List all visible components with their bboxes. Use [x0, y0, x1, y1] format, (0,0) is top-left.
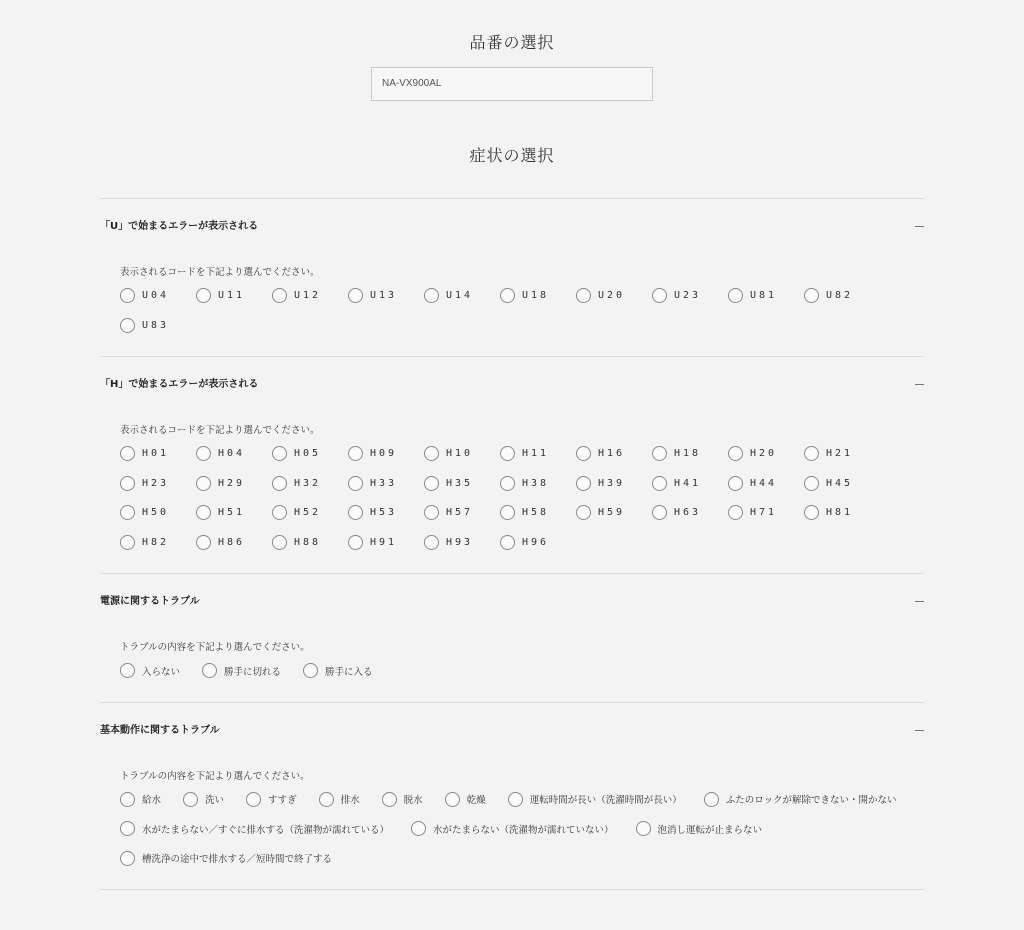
radio-label: 勝手に入る: [325, 666, 373, 678]
minus-icon[interactable]: [915, 226, 924, 227]
radio-label: H35: [446, 477, 474, 489]
radio-option[interactable]: [652, 498, 728, 528]
radio-label: H52: [294, 507, 322, 519]
radio-button[interactable]: [508, 792, 523, 807]
radio-option[interactable]: [272, 498, 348, 528]
radio-option[interactable]: [424, 469, 500, 499]
radio-group: [120, 785, 924, 874]
radio-option[interactable]: [424, 439, 500, 469]
minus-icon[interactable]: [915, 730, 924, 731]
radio-option[interactable]: [576, 281, 652, 311]
radio-label: 勝手に切れる: [224, 666, 282, 678]
power-trouble-section: [100, 573, 924, 702]
radio-option[interactable]: [196, 498, 272, 528]
radio-option[interactable]: [319, 785, 360, 815]
radio-option[interactable]: [272, 528, 348, 558]
radio-option[interactable]: [728, 439, 804, 469]
radio-option[interactable]: [424, 498, 500, 528]
radio-label: 水がたまらない／すぐに排水する（洗濯物が濡れている）: [142, 824, 390, 836]
radio-label: 運転時間が長い（洗濯時間が長い）: [529, 795, 682, 807]
radio-option[interactable]: [272, 469, 348, 499]
radio-option[interactable]: [183, 785, 224, 815]
symptom-select-heading: 症状の選択: [469, 146, 555, 165]
radio-button[interactable]: [120, 821, 135, 836]
radio-button[interactable]: [272, 288, 287, 303]
radio-option[interactable]: [804, 281, 880, 311]
radio-label: U04: [142, 290, 170, 302]
radio-button[interactable]: [652, 446, 667, 461]
radio-button[interactable]: [120, 851, 135, 866]
radio-option[interactable]: [500, 498, 576, 528]
radio-option[interactable]: [120, 311, 196, 341]
radio-option[interactable]: [348, 528, 424, 558]
section-body: [100, 413, 924, 573]
radio-button[interactable]: [272, 476, 287, 491]
radio-option[interactable]: [272, 281, 348, 311]
radio-label: H59: [598, 507, 626, 519]
radio-label: 排水: [340, 795, 360, 807]
radio-label: U82: [826, 290, 854, 302]
radio-button[interactable]: [636, 821, 651, 836]
radio-label: H81: [826, 507, 854, 519]
radio-button[interactable]: [120, 476, 135, 491]
radio-label: H33: [370, 477, 398, 489]
radio-label: 洗い: [205, 795, 225, 807]
radio-button[interactable]: [804, 505, 819, 520]
section-title: 電源に関するトラブル: [100, 596, 200, 607]
radio-label: 脱水: [403, 795, 423, 807]
radio-label: H01: [142, 448, 170, 460]
radio-button[interactable]: [272, 505, 287, 520]
radio-option[interactable]: [704, 785, 897, 815]
radio-option[interactable]: [576, 439, 652, 469]
radio-label: 槽洗浄の途中で排水する／短時間で終了する: [142, 854, 333, 866]
radio-option[interactable]: [196, 469, 272, 499]
radio-option[interactable]: [196, 528, 272, 558]
radio-option[interactable]: [728, 469, 804, 499]
minus-icon[interactable]: [915, 384, 924, 385]
section-header[interactable]: [100, 574, 924, 630]
radio-option[interactable]: [120, 844, 332, 874]
radio-option[interactable]: [636, 814, 763, 844]
section-body: [100, 630, 924, 702]
radio-label: H91: [370, 536, 398, 548]
radio-button[interactable]: [196, 505, 211, 520]
radio-label: H39: [598, 477, 626, 489]
section-title: 基本動作に関するトラブル: [100, 724, 220, 736]
radio-option[interactable]: [424, 281, 500, 311]
radio-button[interactable]: [120, 446, 135, 461]
radio-label: H38: [522, 477, 550, 489]
radio-button[interactable]: [500, 476, 515, 491]
section-header[interactable]: [100, 357, 924, 413]
radio-label: 水がたまらない（洗濯物が濡れていない）: [433, 824, 614, 836]
radio-button[interactable]: [424, 288, 439, 303]
radio-option[interactable]: [804, 498, 880, 528]
radio-button[interactable]: [348, 476, 363, 491]
model-number-field[interactable]: NA-VX900AL: [371, 67, 653, 101]
radio-label: H10: [446, 448, 474, 460]
radio-label: U20: [598, 290, 626, 302]
section-instruction: トラブルの内容を下記より選んでください。: [120, 770, 310, 782]
radio-label: U23: [674, 290, 702, 302]
radio-label: U14: [446, 290, 474, 302]
radio-option[interactable]: [120, 281, 196, 311]
radio-option[interactable]: [196, 281, 272, 311]
radio-button[interactable]: [196, 288, 211, 303]
radio-button[interactable]: [652, 476, 667, 491]
radio-option[interactable]: [576, 469, 652, 499]
radio-option[interactable]: [411, 814, 614, 844]
radio-label: H21: [826, 448, 854, 460]
radio-button[interactable]: [196, 446, 211, 461]
radio-button[interactable]: [183, 792, 198, 807]
section-body: [100, 759, 924, 890]
radio-button[interactable]: [424, 535, 439, 550]
radio-option[interactable]: [652, 439, 728, 469]
radio-button[interactable]: [424, 476, 439, 491]
radio-label: U12: [294, 290, 322, 302]
radio-label: すすぎ: [268, 795, 297, 807]
radio-button[interactable]: [411, 821, 426, 836]
radio-button[interactable]: [728, 505, 743, 520]
radio-label: H51: [218, 507, 246, 519]
section-header[interactable]: [100, 199, 924, 255]
radio-option[interactable]: [500, 469, 576, 499]
radio-option[interactable]: [500, 439, 576, 469]
radio-button[interactable]: [804, 446, 819, 461]
radio-label: H41: [674, 477, 702, 489]
radio-label: H88: [294, 536, 322, 548]
radio-option[interactable]: [120, 785, 161, 815]
section-instruction: 表示されるコードを下記より選んでください。: [120, 425, 320, 436]
radio-button[interactable]: [348, 288, 363, 303]
radio-button[interactable]: [196, 476, 211, 491]
model-select-heading: 品番の選択: [469, 33, 555, 52]
radio-option[interactable]: [348, 469, 424, 499]
radio-label: H50: [142, 507, 170, 519]
radio-button[interactable]: [348, 535, 363, 550]
radio-button[interactable]: [804, 476, 819, 491]
radio-button[interactable]: [272, 535, 287, 550]
radio-option[interactable]: [652, 281, 728, 311]
radio-button[interactable]: [576, 288, 591, 303]
radio-label: H09: [370, 448, 398, 460]
section-instruction: 表示されるコードを下記より選んでください。: [120, 267, 320, 278]
section-header[interactable]: [100, 703, 924, 759]
radio-label: H57: [446, 507, 474, 519]
radio-button[interactable]: [445, 792, 460, 807]
radio-group: [120, 656, 924, 686]
radio-button[interactable]: [652, 288, 667, 303]
radio-option[interactable]: [348, 498, 424, 528]
radio-label: ふたのロックが解除できない・開かない: [725, 795, 897, 807]
radio-label: U13: [370, 290, 398, 302]
radio-label: H93: [446, 536, 474, 548]
radio-label: H44: [750, 477, 778, 489]
radio-option[interactable]: [424, 528, 500, 558]
radio-option[interactable]: [196, 439, 272, 469]
radio-label: H18: [674, 448, 702, 460]
section-title: 「H」で始まるエラーが表示される: [100, 379, 259, 390]
radio-button[interactable]: [202, 663, 217, 678]
radio-label: H11: [522, 448, 550, 460]
radio-button[interactable]: [120, 663, 135, 678]
radio-button[interactable]: [424, 505, 439, 520]
section-title: 「U」で始まるエラーが表示される: [100, 221, 259, 232]
radio-button[interactable]: [272, 446, 287, 461]
radio-label: H58: [522, 507, 550, 519]
radio-option[interactable]: [120, 439, 196, 469]
radio-label: H32: [294, 477, 322, 489]
radio-button[interactable]: [652, 505, 667, 520]
radio-option[interactable]: [348, 281, 424, 311]
radio-button[interactable]: [246, 792, 261, 807]
radio-label: H86: [218, 536, 246, 548]
radio-label: H20: [750, 448, 778, 460]
radio-label: H71: [750, 507, 778, 519]
radio-option[interactable]: [500, 281, 576, 311]
radio-label: H96: [522, 536, 550, 548]
radio-option[interactable]: [652, 469, 728, 499]
radio-option[interactable]: [120, 469, 196, 499]
radio-option[interactable]: [804, 439, 880, 469]
radio-label: H53: [370, 507, 398, 519]
radio-label: U18: [522, 290, 550, 302]
radio-option[interactable]: [348, 439, 424, 469]
radio-button[interactable]: [576, 476, 591, 491]
radio-button[interactable]: [120, 505, 135, 520]
radio-label: H04: [218, 448, 246, 460]
radio-label: U11: [218, 290, 246, 302]
radio-button[interactable]: [303, 663, 318, 678]
radio-label: U81: [750, 290, 778, 302]
radio-label: H23: [142, 477, 170, 489]
radio-button[interactable]: [120, 792, 135, 807]
radio-button[interactable]: [424, 446, 439, 461]
h-error-section: [100, 356, 924, 573]
minus-icon[interactable]: [915, 601, 924, 602]
section-instruction: トラブルの内容を下記より選んでください。: [120, 642, 310, 653]
radio-option[interactable]: [272, 439, 348, 469]
radio-button[interactable]: [500, 505, 515, 520]
radio-button[interactable]: [120, 288, 135, 303]
radio-label: 乾燥: [466, 795, 486, 807]
radio-button[interactable]: [382, 792, 397, 807]
radio-label: H82: [142, 536, 170, 548]
radio-label: H05: [294, 448, 322, 460]
basic-operation-section: [100, 702, 924, 891]
radio-label: 給水: [142, 795, 162, 807]
radio-option[interactable]: [120, 528, 196, 558]
radio-option[interactable]: [445, 785, 486, 815]
radio-option[interactable]: [804, 469, 880, 499]
radio-button[interactable]: [704, 792, 719, 807]
radio-button[interactable]: [500, 288, 515, 303]
radio-option[interactable]: [728, 498, 804, 528]
radio-option[interactable]: [508, 785, 682, 815]
radio-label: H63: [674, 507, 702, 519]
radio-option[interactable]: [576, 498, 652, 528]
radio-label: H16: [598, 448, 626, 460]
radio-option[interactable]: [202, 656, 281, 686]
radio-option[interactable]: [120, 498, 196, 528]
radio-button[interactable]: [120, 535, 135, 550]
symptom-accordion: [100, 198, 924, 890]
radio-option[interactable]: [382, 785, 423, 815]
radio-button[interactable]: [728, 476, 743, 491]
radio-option[interactable]: [303, 656, 373, 686]
radio-button[interactable]: [319, 792, 334, 807]
radio-button[interactable]: [348, 505, 363, 520]
radio-button[interactable]: [196, 535, 211, 550]
radio-option[interactable]: [500, 528, 576, 558]
radio-label: 泡消し運転が止まらない: [657, 824, 763, 836]
radio-button[interactable]: [120, 318, 135, 333]
radio-button[interactable]: [728, 446, 743, 461]
radio-button[interactable]: [500, 446, 515, 461]
radio-group: [120, 281, 924, 340]
radio-option[interactable]: [246, 785, 297, 815]
radio-button[interactable]: [804, 288, 819, 303]
u-error-section: [100, 198, 924, 356]
radio-option[interactable]: [120, 656, 180, 686]
radio-option[interactable]: [120, 814, 389, 844]
radio-button[interactable]: [348, 446, 363, 461]
radio-option[interactable]: [728, 281, 804, 311]
radio-group: [120, 439, 924, 557]
radio-label: 入らない: [142, 666, 181, 678]
radio-button[interactable]: [576, 446, 591, 461]
radio-label: H29: [218, 477, 246, 489]
radio-label: U83: [142, 319, 170, 331]
radio-button[interactable]: [576, 505, 591, 520]
radio-button[interactable]: [500, 535, 515, 550]
radio-label: H45: [826, 477, 854, 489]
radio-button[interactable]: [728, 288, 743, 303]
section-body: [100, 255, 924, 356]
